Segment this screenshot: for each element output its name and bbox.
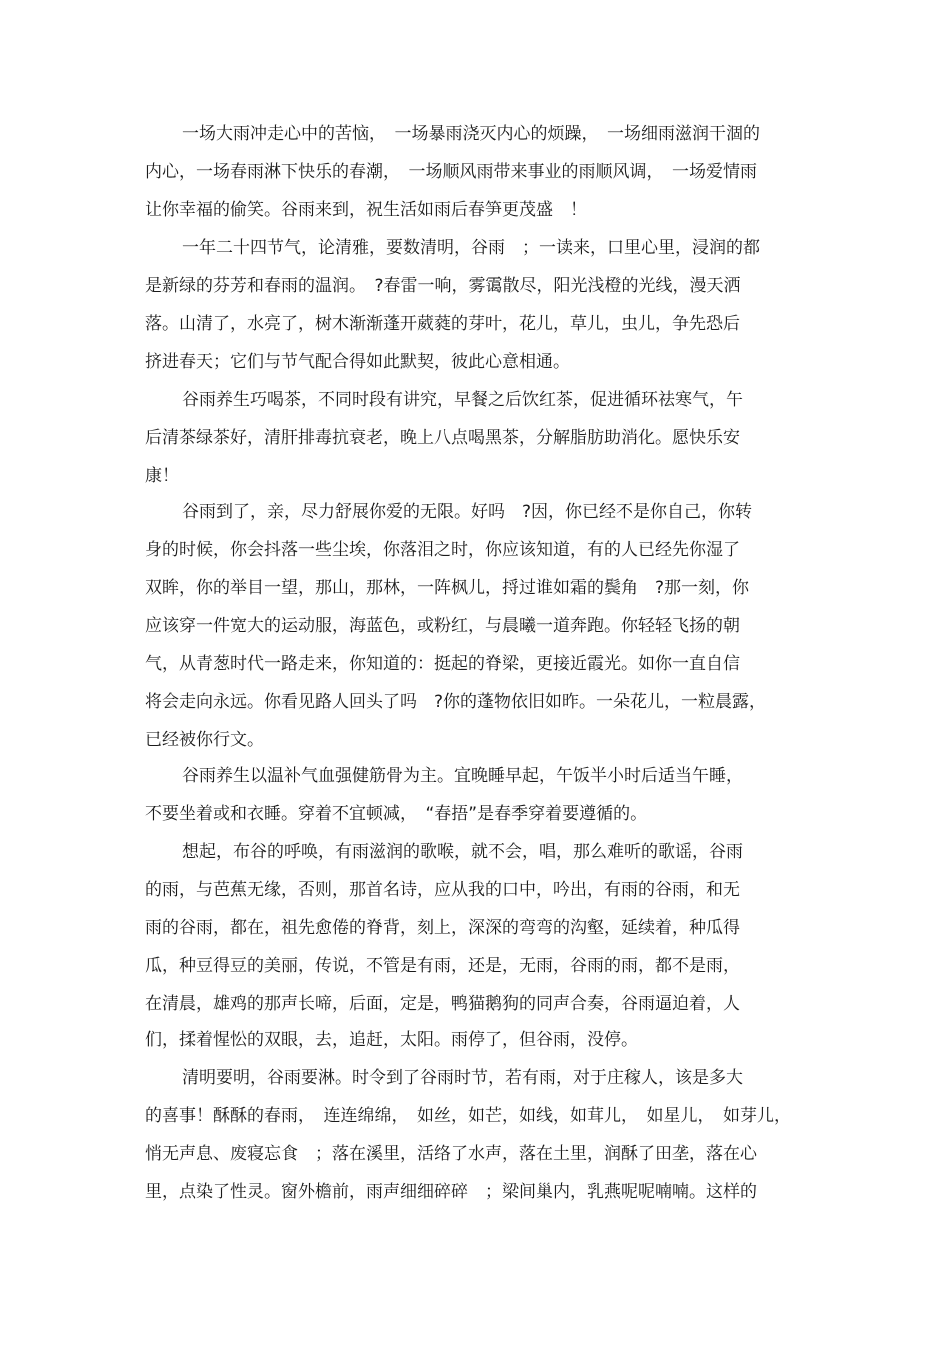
text-line: 不要坐着或和衣睡。穿着不宜顿减， “春捂”是春季穿着要遵循的。 [145,804,648,824]
text-line: 落。山清了，水亮了，树木渐渐蓬开葳蕤的芽叶，花儿，草儿，虫儿，争先恐后 [145,314,740,334]
text-line: 瓜，种豆得豆的美丽，传说，不管是有雨，还是，无雨，谷雨的雨，都不是雨， [145,956,740,976]
text-line: 在清晨，雄鸡的那声长啼，后面，定是，鸭猫鹅狗的同声合奏，谷雨逼迫着，人 [145,994,740,1014]
text-line: 挤进春天；它们与节气配合得如此默契，彼此心意相通。 [145,352,570,372]
text-line: 的雨，与芭蕉无缘，否则，那首名诗，应从我的口中，吟出，有雨的谷雨，和无 [145,880,740,900]
text-line: 一年二十四节气，论清雅，要数清明，谷雨 ；一读来，口里心里，浸润的都 [182,238,760,258]
text-line: 已经被你行文。 [145,730,264,750]
text-line: 谷雨养生巧喝茶，不同时段有讲究，早餐之后饮红茶，促进循环祛寒气，午 [182,390,743,410]
text-line: 后清茶绿茶好，清肝排毒抗衰老，晚上八点喝黑茶，分解脂肪助消化。愿快乐安 [145,428,740,448]
text-line: 一场大雨冲走心中的苦恼， 一场暴雨浇灭内心的烦躁， 一场细雨滋润干涸的 [182,124,760,144]
text-line: 们，揉着惺忪的双眼，去，追赶，太阳。雨停了，但谷雨，没停。 [145,1030,638,1050]
text-line: 气，从青葱时代一路走来，你知道的：挺起的脊梁，更接近霞光。如你一直自信 [145,654,740,674]
text-line: 的喜事！酥酥的春雨， 连连绵绵， 如丝，如芒，如线，如茸儿， 如星儿， 如芽儿， [145,1106,791,1126]
text-line: 想起，布谷的呼唤，有雨滋润的歌喉，就不会，唱，那么难听的歌谣，谷雨 [182,842,743,862]
text-line: 谷雨到了，亲，尽力舒展你爱的无限。好吗 ?因，你已经不是你自己，你转 [182,502,753,522]
text-line: 让你幸福的偷笑。谷雨来到，祝生活如雨后春笋更茂盛 ！ [145,200,587,220]
text-line: 清明要明，谷雨要淋。时令到了谷雨时节，若有雨，对于庄稼人，该是多大 [182,1068,743,1088]
text-line: 应该穿一件宽大的运动服，海蓝色，或粉红，与晨曦一道奔跑。你轻轻飞扬的朝 [145,616,740,636]
text-line: 谷雨养生以温补气血强健筋骨为主。宜晚睡早起，午饭半小时后适当午睡， [182,766,743,786]
text-line: 雨的谷雨，都在，祖先愈倦的脊背，刻上，深深的弯弯的沟壑，延续着，种瓜得 [145,918,740,938]
text-line: 是新绿的芬芳和春雨的温润。 ?春雷一响，雾霭散尽，阳光浅橙的光线，漫天洒 [145,276,741,296]
text-line: 康！ [145,466,179,486]
text-line: 身的时候，你会抖落一些尘埃，你落泪之时，你应该知道，有的人已经先你湿了 [145,540,740,560]
text-line: 悄无声息、废寝忘食 ；落在溪里，活络了水声，落在土里，润酥了田垄，落在心 [145,1144,757,1164]
text-line: 双眸，你的举目一望，那山，那林，一阵枫儿，捋过谁如霜的鬓角 ?那一刻，你 [145,578,750,598]
text-line: 将会走向永远。你看见路人回头了吗 ?你的蓬物依旧如昨。一朵花儿，一粒晨露， [145,692,767,712]
text-line: 里，点染了性灵。窗外檐前，雨声细细碎碎 ；梁间巢内，乳燕呢呢喃喃。这样的 [145,1182,757,1202]
text-line: 内心，一场春雨淋下快乐的春潮， 一场顺风雨带来事业的雨顺风调， 一场爱情雨 [145,162,757,182]
